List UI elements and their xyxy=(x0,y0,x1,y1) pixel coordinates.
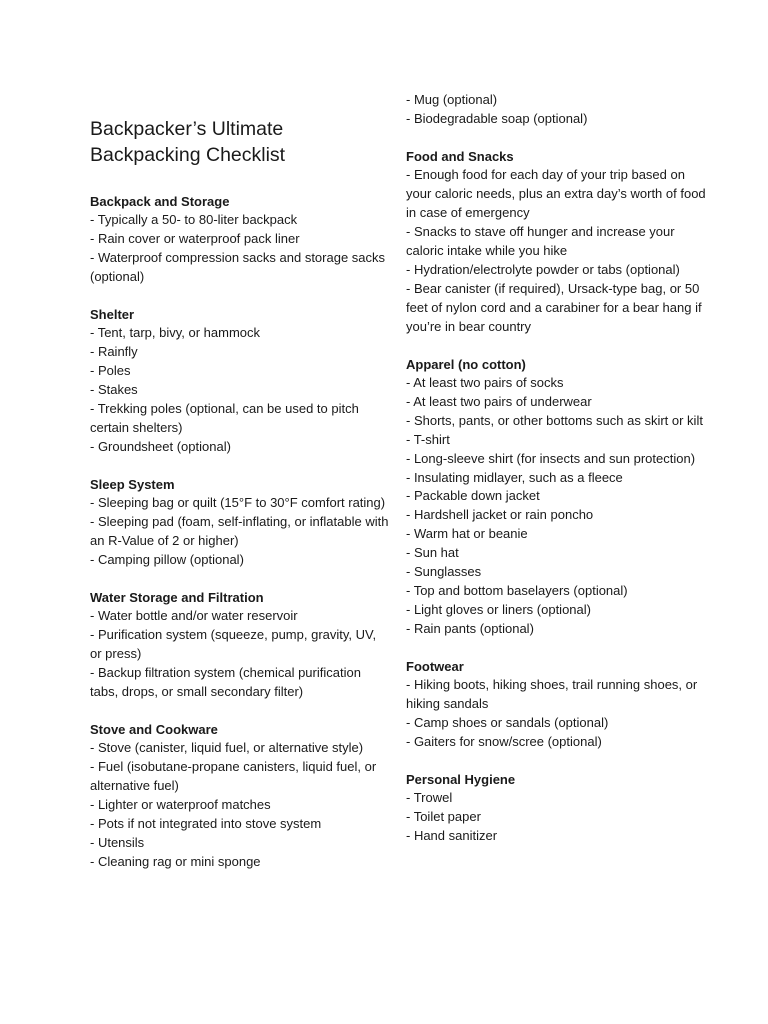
checklist-item: - Cleaning rag or mini sponge xyxy=(90,853,261,869)
checklist-item: - Rainfly xyxy=(90,344,138,360)
section-stove-and-cookware xyxy=(90,720,390,871)
section-food-and-snacks xyxy=(406,147,706,336)
checklist-item: - Trekking poles (optional, can be used to pitch certain shelters) xyxy=(90,400,359,435)
checklist-item: - Hiking boots, hiking shoes, trail running shoes, or hiking sandals xyxy=(406,677,698,712)
checklist-item: - Stove (canister, liquid fuel, or alternative style) xyxy=(90,740,364,756)
checklist-item: - At least two pairs of underwear xyxy=(406,393,592,409)
checklist-item: - Hardshell jacket or rain poncho xyxy=(406,507,594,523)
section-items xyxy=(406,374,706,639)
section-heading: Water Storage and Filtration xyxy=(90,590,264,606)
checklist-item: - Shorts, pants, or other bottoms such as skirt or kilt xyxy=(406,412,703,428)
checklist-item: - Camping pillow (optional) xyxy=(90,551,244,567)
checklist-item: - Camp shoes or sandals (optional) xyxy=(406,714,609,730)
checklist-item: - Sunglasses xyxy=(406,564,482,580)
section-items xyxy=(90,607,390,702)
checklist-item: - Snacks to stave off hunger and increase your caloric intake while you hike xyxy=(406,224,675,258)
section-heading: Apparel (no cotton) xyxy=(406,356,526,372)
section-heading: Stove and Cookware xyxy=(90,722,218,738)
section-items xyxy=(406,676,706,752)
checklist-item: - Bear canister (if required), Ursack-type bag, or 50 feet of nylon cord and a carabiner for a bear hang if you’re in bear country xyxy=(406,280,702,334)
section-personal-hygiene xyxy=(406,770,706,846)
checklist-item: - Packable down jacket xyxy=(406,488,540,504)
section-items xyxy=(406,166,706,336)
checklist-item: - T-shirt xyxy=(406,431,450,447)
section-heading: Footwear xyxy=(406,659,464,675)
section-heading: Personal Hygiene xyxy=(406,772,516,788)
checklist-item: - Light gloves or liners (optional) xyxy=(406,601,591,617)
section-items xyxy=(406,789,706,846)
checklist-item: - Rain pants (optional) xyxy=(406,620,534,636)
section-items xyxy=(90,739,390,871)
checklist-item: - Stakes xyxy=(90,381,138,397)
checklist-item: - Trowel xyxy=(406,790,453,806)
section-heading: Backpack and Storage xyxy=(90,194,230,209)
checklist-item: - Sun hat xyxy=(406,545,459,561)
checklist-item: - Poles xyxy=(90,362,131,378)
checklist-item: - Rain cover or waterproof pack liner xyxy=(90,230,300,246)
checklist-item: - Water bottle and/or water reservoir xyxy=(90,608,298,624)
checklist-item: - Utensils xyxy=(90,834,145,850)
checklist-item: - Sleeping bag or quilt (15°F to 30°F comfort rating) xyxy=(90,494,386,510)
section-items xyxy=(90,211,390,287)
checklist-item: - Top and bottom baselayers (optional) xyxy=(406,582,628,598)
right-sections xyxy=(406,147,706,846)
checklist-item: - Pots if not integrated into stove system xyxy=(90,815,322,831)
section-backpack-and-storage xyxy=(90,192,390,287)
checklist-item: - Hydration/electrolyte powder or tabs (optional) xyxy=(406,261,680,277)
section-heading: Shelter xyxy=(90,307,135,323)
checklist-item: - Enough food for each day of your trip based on your caloric needs, plus an extra day’s worth of food in case of emergency xyxy=(406,167,706,221)
section-items xyxy=(90,324,390,456)
section-shelter xyxy=(90,305,390,456)
checklist-item: - Biodegradable soap (optional) xyxy=(406,110,588,126)
checklist-item: - Backup filtration system (chemical purification tabs, drops, or small secondary filter) xyxy=(90,664,361,699)
section-footwear xyxy=(406,657,706,752)
checklist-item: - Toilet paper xyxy=(406,809,481,825)
checklist-item: - Sleeping pad (foam, self-inflating, or inflatable with an R-Value of 2 or higher) xyxy=(90,513,389,548)
checklist-item: - Mug (optional) xyxy=(406,92,498,107)
checklist-item: - Warm hat or beanie xyxy=(406,526,528,542)
checklist-item: - Insulating midlayer, such as a fleece xyxy=(406,469,623,485)
checklist-item: - Hand sanitizer xyxy=(406,828,498,844)
checklist-item: - Typically a 50- to 80-liter backpack xyxy=(90,212,298,227)
carryover-list xyxy=(406,91,706,129)
section-water-storage-and-filtration xyxy=(90,588,390,702)
checklist-item: - Lighter or waterproof matches xyxy=(90,796,271,812)
checklist-item: - Tent, tarp, bivy, or hammock xyxy=(90,325,261,341)
right-column xyxy=(406,91,706,865)
section-heading: Food and Snacks xyxy=(406,149,514,165)
checklist-item: - Fuel (isobutane-propane canisters, liquid fuel, or alternative fuel) xyxy=(90,759,377,793)
section-heading: Sleep System xyxy=(90,476,175,492)
section-items xyxy=(90,494,390,570)
checklist-item: - Long-sleeve shirt (for insects and sun protection) xyxy=(406,450,696,466)
section-sleep-system xyxy=(90,475,390,570)
section-apparel-no-cotton xyxy=(406,355,706,639)
checklist-item: - Waterproof compression sacks and storage sacks (optional) xyxy=(90,249,386,284)
checklist-item: - At least two pairs of socks xyxy=(406,374,564,390)
page-title: Backpacker’s Ultimate Backpacking Checklist xyxy=(90,118,286,166)
left-column xyxy=(90,116,390,890)
left-sections xyxy=(90,192,390,871)
checklist-item: - Purification system (squeeze, pump, gravity, UV, or press) xyxy=(90,627,377,661)
checklist-item: - Gaiters for snow/scree (optional) xyxy=(406,733,602,749)
checklist-item: - Groundsheet (optional) xyxy=(90,438,231,454)
